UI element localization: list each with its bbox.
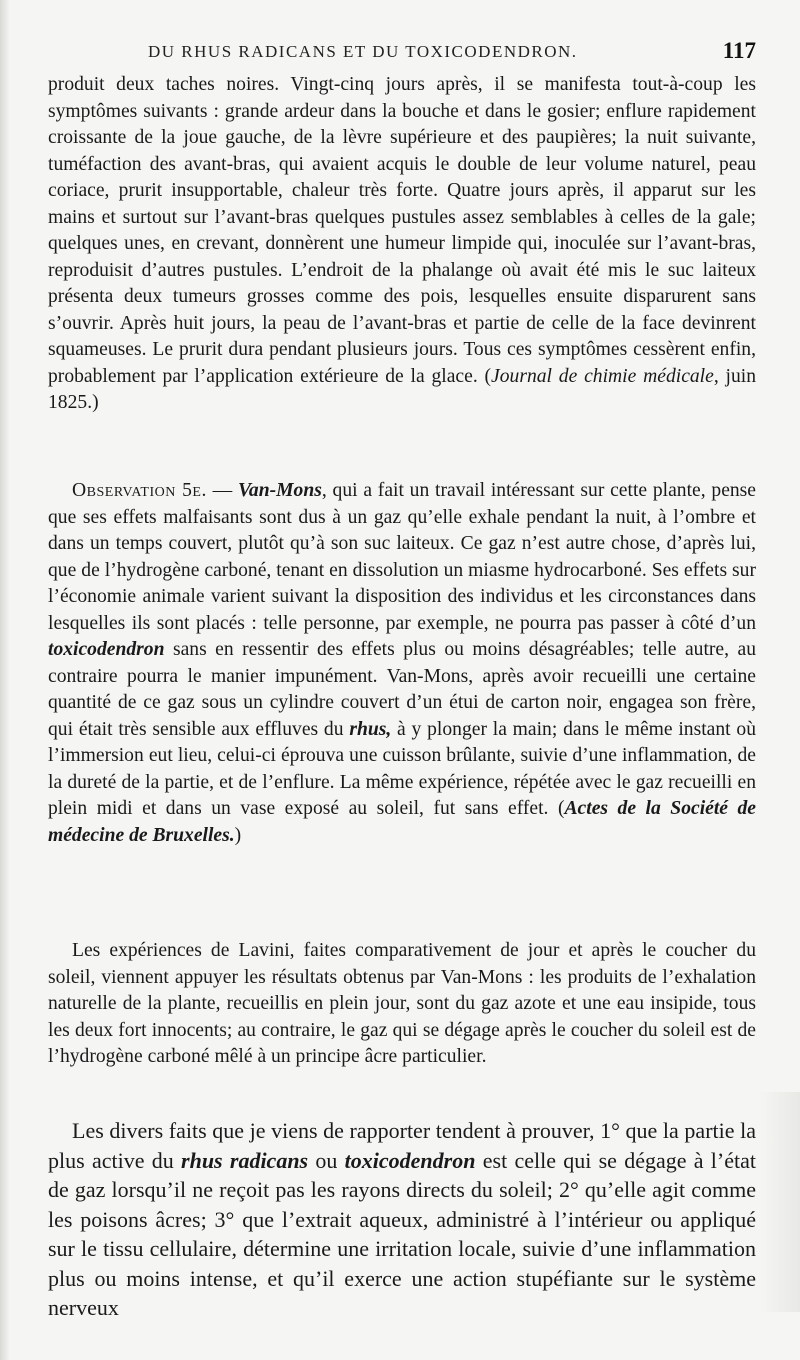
plant-name-toxicodendron: toxicodendron — [48, 639, 165, 660]
observation-label: Observation 5e. — [72, 480, 207, 501]
paragraph-1 — [48, 72, 756, 417]
observation-dash: — — [206, 480, 238, 501]
page-header — [48, 38, 756, 66]
paragraph-observation-5 — [48, 478, 756, 849]
running-title: DU RHUS RADICANS ET DU TOXICODENDRON. — [148, 42, 578, 61]
page-number: 117 — [722, 38, 756, 63]
observation-text-b: sans en ressentir des effets plus ou moins désagréables; telle autre, au contraire pourra le manier impunément. Van-Mons, après avoir recueilli une certaine quantité de ce gaz sous un cylindre couvert d’un étui de carton noir, engagea son frère, qui était très sensible aux effluves du — [48, 639, 756, 740]
plant-name-rhus-radicans: rhus radicans — [181, 1147, 309, 1173]
plant-name-rhus: rhus, — [349, 718, 392, 740]
paragraph-lavini — [48, 938, 756, 1071]
author-name: Van-Mons — [238, 480, 322, 501]
plant-name-toxicodendron-2: toxicodendron — [344, 1147, 476, 1173]
citation-date: , juin 1825.) — [48, 365, 757, 413]
paragraph-lavini-text: Les expériences de Lavini, faites comparativement de jour et après le coucher du soleil, viennent appuyer les résultats obtenus par Van-Mons : les produits de l’exhalation naturelle de la plante, recueillis en plein jour, sont du gaz azote et une eau insipide, tous les deux fort innocents; au contraire, le gaz qui se dégage après le coucher du soleil est de l’hydrogène carboné mêlé à un principe âcre particulier. — [48, 940, 756, 1067]
paragraph-conclusion — [48, 1116, 756, 1323]
citation-actes: Actes de la Société de médecine de Bruxelles. — [48, 798, 756, 846]
bleed-through-shadow — [760, 1092, 800, 1312]
conclusion-text-c: est celle qui se dégage à l’état de gaz lorsqu’il ne reçoit pas les rayons directs du soleil; 2° qu’elle agit comme les poisons âcres; 3° que l’extrait aqueux, administré à l’intérieur ou appliqué sur le tissu cellulaire, détermine une irritation locale, suivie d’une inflammation plus ou moins intense, et qu’il exerce une action stupéfiante sur le système nerveux — [48, 1147, 756, 1320]
observation-text-a: , qui a fait un travail intéressant sur cette plante, pense que ses effets malfaisants sont dus à un gaz qu’elle exhale pendant la nuit, à l’ombre et dans un temps couvert, plutôt qu’à son suc laiteux. Ce gaz n’est autre chose, d’après lui, que de l’hydrogène carboné, tenant en dissolution un miasme hydrocarboné. Ses effets sur l’économie animale varient suivant la disposition des individus et les circonstances dans lesquelles ils sont placés : telle personne, par exemple, ne pourra pas passer à côté d’un — [48, 480, 757, 634]
citation-close: ) — [234, 824, 242, 846]
conclusion-text-b: ou — [308, 1147, 345, 1173]
page-edge-shadow — [0, 0, 10, 1360]
paragraph-1-text: produit deux taches noires. Vingt-cinq jours après, il se manifesta tout-à-coup les symptômes suivants : grande ardeur dans la bouche et dans le gosier; enflure rapidement croissante de la joue gauche, de la lèvre supérieure et des paupières; la nuit suivante, tuméfaction des avant-bras, qui avaient acquis le double de leur volume naturel, peau coriace, prurit insupportable, chaleur très forte. Quatre jours après, il apparut sur les mains et surtout sur l’avant-bras quelques pustules assez semblables à celles de la gale; quelques unes, en crevant, donnèrent une humeur limpide qui, inoculée sur l’avant-bras, reproduisit d’autres pustules. L’endroit de la phalange où avait été mis le suc laiteux présenta deux tumeurs grosses comme des pois, lesquelles ensuite disparurent sans s’ouvrir. Après huit jours, la peau de l’avant-bras et partie de celle de la face devinrent squameuses. Le prurit dura pendant plusieurs jours. Tous ces symptômes cessèrent enfin, probablement par l’application extérieure de la glace. ( — [48, 74, 756, 387]
observation-text-c: à y plonger la main; dans le même instant où l’immersion eut lieu, celui-ci éprouva une cuisson brûlante, suivie d’une inflammation, de la dureté de la partie, et de l’enflure. La même expérience, répétée avec le gaz recueilli en plein midi et dans un vase exposé au soleil, fut sans effet. ( — [48, 718, 756, 819]
citation-journal: Journal de chimie médicale — [491, 365, 714, 387]
conclusion-text-a: Les divers faits que je viens de rapporter tendent à prouver, 1° que la partie la plus active du — [48, 1118, 756, 1173]
